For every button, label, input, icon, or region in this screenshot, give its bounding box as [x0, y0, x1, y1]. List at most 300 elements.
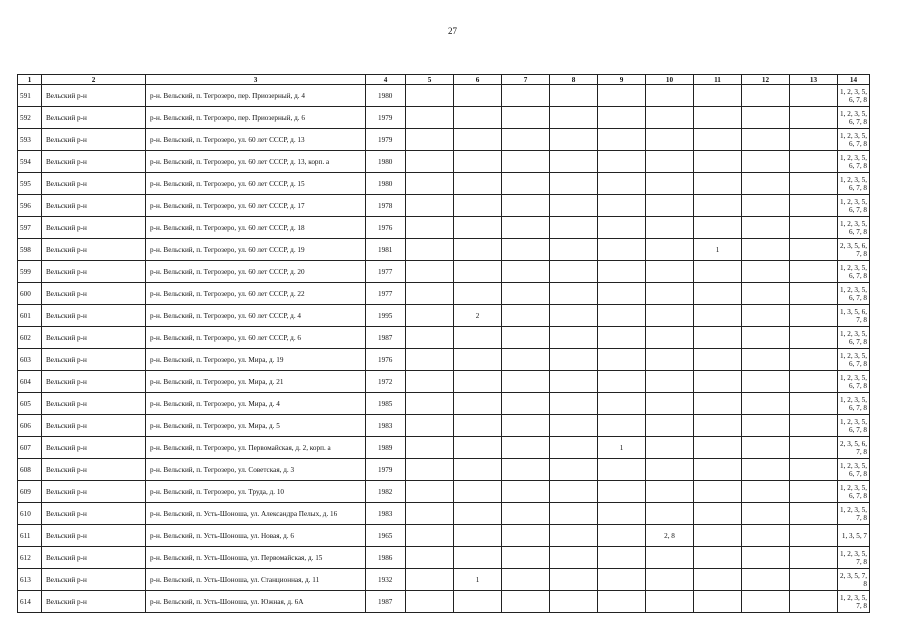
- cell-col-7: [502, 283, 550, 305]
- district: Вельский р-н: [42, 283, 146, 305]
- cell-col-12: [742, 569, 790, 591]
- cell-col-8: [550, 173, 598, 195]
- column-header-7: 7: [502, 75, 550, 85]
- cell-col-10: [646, 85, 694, 107]
- cell-col-10: [646, 195, 694, 217]
- cell-col-7: [502, 503, 550, 525]
- cell-col-8: [550, 459, 598, 481]
- cell-col-14: 1, 3, 5, 6, 7, 8: [838, 305, 870, 327]
- column-header-10: 10: [646, 75, 694, 85]
- district: Вельский р-н: [42, 107, 146, 129]
- cell-col-11: [694, 305, 742, 327]
- district: Вельский р-н: [42, 437, 146, 459]
- cell-col-5: [406, 261, 454, 283]
- column-header-5: 5: [406, 75, 454, 85]
- cell-col-12: [742, 525, 790, 547]
- cell-col-9: [598, 327, 646, 349]
- cell-col-11: [694, 85, 742, 107]
- cell-col-11: [694, 151, 742, 173]
- cell-col-6: [454, 393, 502, 415]
- cell-col-7: [502, 239, 550, 261]
- cell-col-10: [646, 283, 694, 305]
- cell-col-10: [646, 151, 694, 173]
- cell-col-11: [694, 283, 742, 305]
- cell-col-11: [694, 503, 742, 525]
- cell-col-13: [790, 591, 838, 613]
- row-number: 600: [18, 283, 42, 305]
- address: р-н. Вельский, п. Усть-Шоноша, ул. Станционная, д. 11: [146, 569, 366, 591]
- table-row: [18, 437, 870, 459]
- table-row: [18, 327, 870, 349]
- cell-col-9: [598, 195, 646, 217]
- cell-col-12: [742, 591, 790, 613]
- cell-col-14: 1, 2, 3, 5, 7, 8: [838, 547, 870, 569]
- year-built: 1976: [366, 217, 406, 239]
- cell-col-13: [790, 415, 838, 437]
- cell-col-5: [406, 547, 454, 569]
- cell-col-11: [694, 173, 742, 195]
- cell-col-10: [646, 569, 694, 591]
- year-built: 1980: [366, 151, 406, 173]
- row-number: 592: [18, 107, 42, 129]
- cell-col-8: [550, 349, 598, 371]
- cell-col-6: [454, 459, 502, 481]
- cell-col-13: [790, 261, 838, 283]
- row-number: 599: [18, 261, 42, 283]
- cell-col-6: [454, 173, 502, 195]
- cell-col-12: [742, 283, 790, 305]
- cell-col-6: [454, 503, 502, 525]
- cell-col-7: [502, 305, 550, 327]
- address: р-н. Вельский, п. Тегрозеро, ул. 60 лет СССР, д. 13: [146, 129, 366, 151]
- address: р-н. Вельский, п. Тегрозеро, ул. 60 лет СССР, д. 13, корп. а: [146, 151, 366, 173]
- row-number: 613: [18, 569, 42, 591]
- cell-col-9: [598, 261, 646, 283]
- district: Вельский р-н: [42, 459, 146, 481]
- district: Вельский р-н: [42, 393, 146, 415]
- cell-col-7: [502, 415, 550, 437]
- cell-col-10: [646, 261, 694, 283]
- cell-col-13: [790, 371, 838, 393]
- cell-col-5: [406, 503, 454, 525]
- cell-col-12: [742, 129, 790, 151]
- cell-col-5: [406, 481, 454, 503]
- row-number: 609: [18, 481, 42, 503]
- cell-col-13: [790, 569, 838, 591]
- cell-col-12: [742, 151, 790, 173]
- cell-col-8: [550, 525, 598, 547]
- district: Вельский р-н: [42, 569, 146, 591]
- cell-col-7: [502, 151, 550, 173]
- year-built: 1977: [366, 261, 406, 283]
- cell-col-7: [502, 547, 550, 569]
- cell-col-14: 1, 2, 3, 5, 6, 7, 8: [838, 415, 870, 437]
- cell-col-10: [646, 107, 694, 129]
- address: р-н. Вельский, п. Усть-Шоноша, ул. Александра Пелых, д. 16: [146, 503, 366, 525]
- address: р-н. Вельский, п. Тегрозеро, ул. 60 лет СССР, д. 22: [146, 283, 366, 305]
- address: р-н. Вельский, п. Тегрозеро, ул. 60 лет СССР, д. 6: [146, 327, 366, 349]
- year-built: 1979: [366, 107, 406, 129]
- cell-col-10: [646, 503, 694, 525]
- cell-col-10: [646, 591, 694, 613]
- cell-col-6: [454, 283, 502, 305]
- column-header-3: 3: [146, 75, 366, 85]
- table-row: [18, 217, 870, 239]
- cell-col-8: [550, 151, 598, 173]
- cell-col-5: [406, 195, 454, 217]
- cell-col-11: [694, 393, 742, 415]
- cell-col-13: [790, 217, 838, 239]
- cell-col-10: [646, 459, 694, 481]
- row-number: 605: [18, 393, 42, 415]
- table-row: [18, 283, 870, 305]
- cell-col-6: [454, 85, 502, 107]
- cell-col-14: 1, 2, 3, 5, 6, 7, 8: [838, 129, 870, 151]
- cell-col-9: [598, 371, 646, 393]
- year-built: 1981: [366, 239, 406, 261]
- cell-col-14: 1, 2, 3, 5, 6, 7, 8: [838, 217, 870, 239]
- cell-col-10: [646, 129, 694, 151]
- column-header-4: 4: [366, 75, 406, 85]
- cell-col-5: [406, 525, 454, 547]
- address: р-н. Вельский, п. Тегрозеро, ул. 60 лет СССР, д. 20: [146, 261, 366, 283]
- cell-col-11: [694, 525, 742, 547]
- cell-col-13: [790, 283, 838, 305]
- cell-col-8: [550, 569, 598, 591]
- row-number: 608: [18, 459, 42, 481]
- cell-col-13: [790, 239, 838, 261]
- cell-col-7: [502, 107, 550, 129]
- cell-col-9: [598, 349, 646, 371]
- table-row: [18, 393, 870, 415]
- cell-col-8: [550, 261, 598, 283]
- cell-col-7: [502, 195, 550, 217]
- cell-col-14: 1, 3, 5, 7: [838, 525, 870, 547]
- table-row: [18, 525, 870, 547]
- cell-col-5: [406, 173, 454, 195]
- cell-col-5: [406, 239, 454, 261]
- year-built: 1932: [366, 569, 406, 591]
- year-built: 1977: [366, 283, 406, 305]
- address: р-н. Вельский, п. Усть-Шоноша, ул. Южная, д. 6А: [146, 591, 366, 613]
- year-built: 1982: [366, 481, 406, 503]
- column-header-9: 9: [598, 75, 646, 85]
- year-built: 1979: [366, 129, 406, 151]
- cell-col-14: 1, 2, 3, 5, 6, 7, 8: [838, 195, 870, 217]
- cell-col-7: [502, 327, 550, 349]
- district: Вельский р-н: [42, 239, 146, 261]
- cell-col-14: 1, 2, 3, 5, 6, 7, 8: [838, 151, 870, 173]
- cell-col-11: [694, 371, 742, 393]
- cell-col-9: [598, 415, 646, 437]
- cell-col-9: [598, 239, 646, 261]
- cell-col-10: [646, 547, 694, 569]
- cell-col-12: [742, 173, 790, 195]
- cell-col-10: [646, 239, 694, 261]
- cell-col-10: [646, 173, 694, 195]
- row-number: 610: [18, 503, 42, 525]
- cell-col-13: [790, 107, 838, 129]
- cell-col-6: [454, 239, 502, 261]
- table-row: [18, 547, 870, 569]
- cell-col-9: [598, 503, 646, 525]
- column-header-11: 11: [694, 75, 742, 85]
- cell-col-8: [550, 393, 598, 415]
- cell-col-13: [790, 129, 838, 151]
- cell-col-12: [742, 547, 790, 569]
- row-number: 595: [18, 173, 42, 195]
- cell-col-10: [646, 481, 694, 503]
- cell-col-8: [550, 371, 598, 393]
- cell-col-9: [598, 393, 646, 415]
- cell-col-5: [406, 591, 454, 613]
- year-built: 1985: [366, 393, 406, 415]
- cell-col-8: [550, 437, 598, 459]
- column-header-6: 6: [454, 75, 502, 85]
- year-built: 1986: [366, 547, 406, 569]
- cell-col-11: [694, 217, 742, 239]
- cell-col-10: [646, 437, 694, 459]
- cell-col-12: [742, 305, 790, 327]
- address: р-н. Вельский, п. Тегрозеро, пер. Приозерный, д. 6: [146, 107, 366, 129]
- cell-col-12: [742, 261, 790, 283]
- year-built: 1983: [366, 503, 406, 525]
- cell-col-7: [502, 129, 550, 151]
- address: р-н. Вельский, п. Тегрозеро, ул. Труда, д. 10: [146, 481, 366, 503]
- row-number: 601: [18, 305, 42, 327]
- cell-col-13: [790, 305, 838, 327]
- cell-col-5: [406, 151, 454, 173]
- table-row: [18, 371, 870, 393]
- cell-col-12: [742, 481, 790, 503]
- cell-col-8: [550, 195, 598, 217]
- district: Вельский р-н: [42, 261, 146, 283]
- cell-col-9: [598, 305, 646, 327]
- cell-col-7: [502, 591, 550, 613]
- address: р-н. Вельский, п. Усть-Шоноша, ул. Первомайская, д. 15: [146, 547, 366, 569]
- cell-col-11: [694, 481, 742, 503]
- cell-col-8: [550, 547, 598, 569]
- cell-col-11: [694, 415, 742, 437]
- cell-col-11: [694, 591, 742, 613]
- cell-col-10: [646, 349, 694, 371]
- district: Вельский р-н: [42, 129, 146, 151]
- row-number: 611: [18, 525, 42, 547]
- cell-col-7: [502, 217, 550, 239]
- cell-col-7: [502, 85, 550, 107]
- address: р-н. Вельский, п. Усть-Шоноша, ул. Новая, д. 6: [146, 525, 366, 547]
- row-number: 591: [18, 85, 42, 107]
- cell-col-5: [406, 305, 454, 327]
- cell-col-13: [790, 459, 838, 481]
- cell-col-12: [742, 459, 790, 481]
- cell-col-6: [454, 217, 502, 239]
- cell-col-12: [742, 327, 790, 349]
- row-number: 598: [18, 239, 42, 261]
- cell-col-9: 1: [598, 437, 646, 459]
- cell-col-6: [454, 327, 502, 349]
- cell-col-10: [646, 305, 694, 327]
- row-number: 603: [18, 349, 42, 371]
- table-row: [18, 503, 870, 525]
- cell-col-13: [790, 349, 838, 371]
- cell-col-14: 1, 2, 3, 5, 6, 7, 8: [838, 371, 870, 393]
- cell-col-14: 1, 2, 3, 5, 6, 7, 8: [838, 393, 870, 415]
- address: р-н. Вельский, п. Тегрозеро, ул. Мира, д. 5: [146, 415, 366, 437]
- cell-col-11: [694, 129, 742, 151]
- cell-col-10: [646, 415, 694, 437]
- cell-col-8: [550, 305, 598, 327]
- cell-col-14: 1, 2, 3, 5, 6, 7, 8: [838, 283, 870, 305]
- cell-col-6: [454, 591, 502, 613]
- district: Вельский р-н: [42, 85, 146, 107]
- table-row: [18, 151, 870, 173]
- cell-col-11: [694, 195, 742, 217]
- cell-col-12: [742, 217, 790, 239]
- district: Вельский р-н: [42, 525, 146, 547]
- cell-col-8: [550, 327, 598, 349]
- cell-col-6: 1: [454, 569, 502, 591]
- cell-col-9: [598, 173, 646, 195]
- cell-col-7: [502, 525, 550, 547]
- address: р-н. Вельский, п. Тегрозеро, ул. 60 лет СССР, д. 18: [146, 217, 366, 239]
- address: р-н. Вельский, п. Тегрозеро, ул. Первомайская, д. 2, корп. а: [146, 437, 366, 459]
- cell-col-14: 2, 3, 5, 7, 8: [838, 569, 870, 591]
- cell-col-13: [790, 503, 838, 525]
- district: Вельский р-н: [42, 547, 146, 569]
- cell-col-14: 1, 2, 3, 5, 6, 7, 8: [838, 459, 870, 481]
- cell-col-9: [598, 217, 646, 239]
- cell-col-8: [550, 591, 598, 613]
- cell-col-14: 1, 2, 3, 5, 6, 7, 8: [838, 327, 870, 349]
- cell-col-14: 1, 2, 3, 5, 6, 7, 8: [838, 85, 870, 107]
- cell-col-6: [454, 481, 502, 503]
- table-row: [18, 459, 870, 481]
- cell-col-8: [550, 107, 598, 129]
- cell-col-13: [790, 151, 838, 173]
- cell-col-14: 1, 2, 3, 5, 6, 7, 8: [838, 261, 870, 283]
- cell-col-8: [550, 503, 598, 525]
- column-header-8: 8: [550, 75, 598, 85]
- year-built: 1980: [366, 173, 406, 195]
- column-header-14: 14: [838, 75, 870, 85]
- column-header-13: 13: [790, 75, 838, 85]
- table-row: [18, 261, 870, 283]
- cell-col-6: [454, 349, 502, 371]
- cell-col-6: [454, 525, 502, 547]
- cell-col-9: [598, 459, 646, 481]
- row-number: 604: [18, 371, 42, 393]
- cell-col-14: 1, 2, 3, 5, 7, 8: [838, 503, 870, 525]
- cell-col-6: [454, 261, 502, 283]
- district: Вельский р-н: [42, 151, 146, 173]
- cell-col-11: 1: [694, 239, 742, 261]
- cell-col-11: [694, 349, 742, 371]
- cell-col-8: [550, 85, 598, 107]
- address: р-н. Вельский, п. Тегрозеро, ул. 60 лет СССР, д. 4: [146, 305, 366, 327]
- cell-col-8: [550, 481, 598, 503]
- cell-col-12: [742, 503, 790, 525]
- cell-col-7: [502, 459, 550, 481]
- district: Вельский р-н: [42, 349, 146, 371]
- cell-col-8: [550, 239, 598, 261]
- cell-col-14: 1, 2, 3, 5, 6, 7, 8: [838, 107, 870, 129]
- cell-col-9: [598, 569, 646, 591]
- year-built: 1987: [366, 327, 406, 349]
- header-row: [18, 75, 870, 85]
- table-row: [18, 239, 870, 261]
- year-built: 1965: [366, 525, 406, 547]
- table-row: [18, 415, 870, 437]
- address: р-н. Вельский, п. Тегрозеро, ул. Мира, д. 19: [146, 349, 366, 371]
- cell-col-12: [742, 107, 790, 129]
- cell-col-5: [406, 415, 454, 437]
- cell-col-11: [694, 437, 742, 459]
- district: Вельский р-н: [42, 305, 146, 327]
- table-row: [18, 85, 870, 107]
- cell-col-14: 1, 2, 3, 5, 6, 7, 8: [838, 349, 870, 371]
- cell-col-9: [598, 547, 646, 569]
- district: Вельский р-н: [42, 195, 146, 217]
- table-row: [18, 481, 870, 503]
- district: Вельский р-н: [42, 481, 146, 503]
- table-row: [18, 349, 870, 371]
- cell-col-5: [406, 569, 454, 591]
- cell-col-14: 2, 3, 5, 6, 7, 8: [838, 437, 870, 459]
- row-number: 606: [18, 415, 42, 437]
- district: Вельский р-н: [42, 217, 146, 239]
- cell-col-12: [742, 349, 790, 371]
- year-built: 1972: [366, 371, 406, 393]
- year-built: 1979: [366, 459, 406, 481]
- address: р-н. Вельский, п. Тегрозеро, ул. Мира, д. 4: [146, 393, 366, 415]
- row-number: 596: [18, 195, 42, 217]
- column-header-2: 2: [42, 75, 146, 85]
- cell-col-12: [742, 415, 790, 437]
- cell-col-7: [502, 349, 550, 371]
- cell-col-12: [742, 371, 790, 393]
- address: р-н. Вельский, п. Тегрозеро, пер. Приозерный, д. 4: [146, 85, 366, 107]
- cell-col-13: [790, 195, 838, 217]
- cell-col-5: [406, 437, 454, 459]
- year-built: 1987: [366, 591, 406, 613]
- district: Вельский р-н: [42, 371, 146, 393]
- row-number: 614: [18, 591, 42, 613]
- cell-col-7: [502, 569, 550, 591]
- cell-col-6: 2: [454, 305, 502, 327]
- cell-col-14: 2, 3, 5, 6, 7, 8: [838, 239, 870, 261]
- year-built: 1989: [366, 437, 406, 459]
- cell-col-12: [742, 393, 790, 415]
- cell-col-9: [598, 525, 646, 547]
- cell-col-14: 1, 2, 3, 5, 7, 8: [838, 591, 870, 613]
- cell-col-7: [502, 261, 550, 283]
- cell-col-8: [550, 129, 598, 151]
- column-header-1: 1: [18, 75, 42, 85]
- district: Вельский р-н: [42, 173, 146, 195]
- cell-col-6: [454, 371, 502, 393]
- cell-col-6: [454, 195, 502, 217]
- year-built: 1980: [366, 85, 406, 107]
- cell-col-10: [646, 371, 694, 393]
- address: р-н. Вельский, п. Тегрозеро, ул. 60 лет СССР, д. 19: [146, 239, 366, 261]
- cell-col-9: [598, 481, 646, 503]
- cell-col-11: [694, 459, 742, 481]
- table-row: [18, 569, 870, 591]
- cell-col-9: [598, 591, 646, 613]
- cell-col-14: 1, 2, 3, 5, 6, 7, 8: [838, 173, 870, 195]
- cell-col-8: [550, 415, 598, 437]
